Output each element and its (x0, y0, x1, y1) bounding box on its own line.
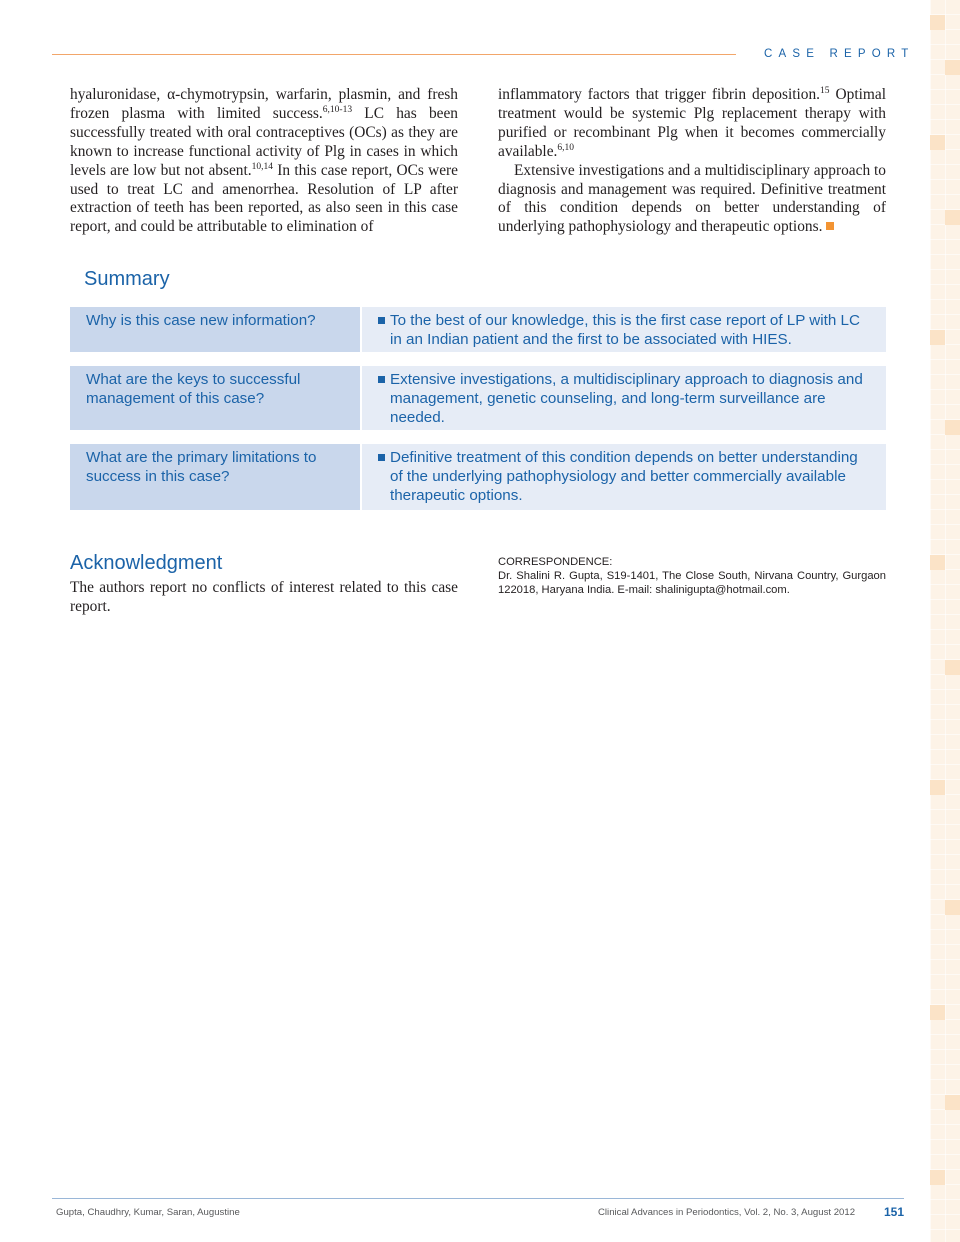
section-label: CASE REPORT (764, 48, 915, 60)
summary-row (70, 307, 886, 352)
citation: 6,10-13 (322, 104, 353, 115)
end-of-article-icon (826, 222, 834, 230)
citation: 15 (820, 85, 830, 96)
summary-row (70, 444, 886, 510)
body-paragraph: hyaluronidase, α-chymotrypsin, warfarin, plasmin, and fresh frozen plasma with limited success.$^{6,10-13}$ LC has been successfully treated with oral contraceptives (OCs) as they are known to increase functional activity of Plg in cases in which levels are low but not absent.$^{10,14}$ In this case report, OCs were used to treat LC and amenorrhea. Resolution of LP after extraction of teeth has been reported, as also seen in this case report, and could be attributable to elimination of (70, 86, 458, 236)
summary-row (70, 366, 886, 430)
summary-answer: Extensive investigations, a multidisciplinary approach to diagnosis and management, genetic counseling, and long-term surveillance are needed. (362, 366, 886, 430)
footer-journal: Clinical Advances in Periodontics, Vol. 2, No. 3, August 2012 (598, 1207, 856, 1218)
acknowledgment-title: Acknowledgment (70, 552, 223, 574)
page-number: 151 (884, 1205, 905, 1219)
correspondence-label: CORRESPONDENCE: (498, 556, 613, 568)
acknowledgment-body: The authors report no conflicts of interest related to this case report. (70, 579, 458, 615)
summary-question: What are the primary limitations to success in this case? (70, 444, 360, 510)
left-text-column (70, 86, 458, 237)
summary-title: Summary (84, 268, 170, 290)
decorative-side-strip (930, 0, 960, 1242)
footer-rule (52, 1198, 904, 1199)
body-paragraph: inflammatory factors that trigger fibrin deposition.$^{15}$ Optimal treatment would be systemic Plg replacement therapy with purified or recombinant Plg when it becomes commercially available.$^{6,10}$ (498, 85, 886, 160)
correspondence-body: Dr. Shalini R. Gupta, S19-1401, The Close South, Nirvana Country, Gurgaon 122018, Haryana India. E-mail: shalinigupta@hotmail.com. (498, 570, 886, 596)
body-paragraph: Extensive investigations and a multidisciplinary approach to diagnosis and management was required. Definitive treatment of this condition depends on better understanding of underlying pathophysiology and therapeutic options. (498, 161, 886, 236)
bullet-square-icon (378, 376, 385, 383)
right-text-column (498, 86, 886, 237)
summary-question: What are the keys to successful management of this case? (70, 366, 360, 430)
header-rule (52, 54, 736, 55)
summary-question: Why is this case new information? (70, 307, 360, 352)
bullet-square-icon (378, 317, 385, 324)
summary-answer: To the best of our knowledge, this is the first case report of LP with LC in an Indian patient and the first to be associated with HIES. (362, 307, 886, 352)
citation: 6,10 (557, 142, 575, 153)
citation: 10,14 (251, 161, 273, 172)
footer-authors: Gupta, Chaudhry, Kumar, Saran, Augustine (56, 1207, 240, 1218)
summary-answer: Definitive treatment of this condition depends on better understanding of the underlying pathophysiology and better commercially available therapeutic options. (362, 444, 886, 510)
bullet-square-icon (378, 454, 385, 461)
